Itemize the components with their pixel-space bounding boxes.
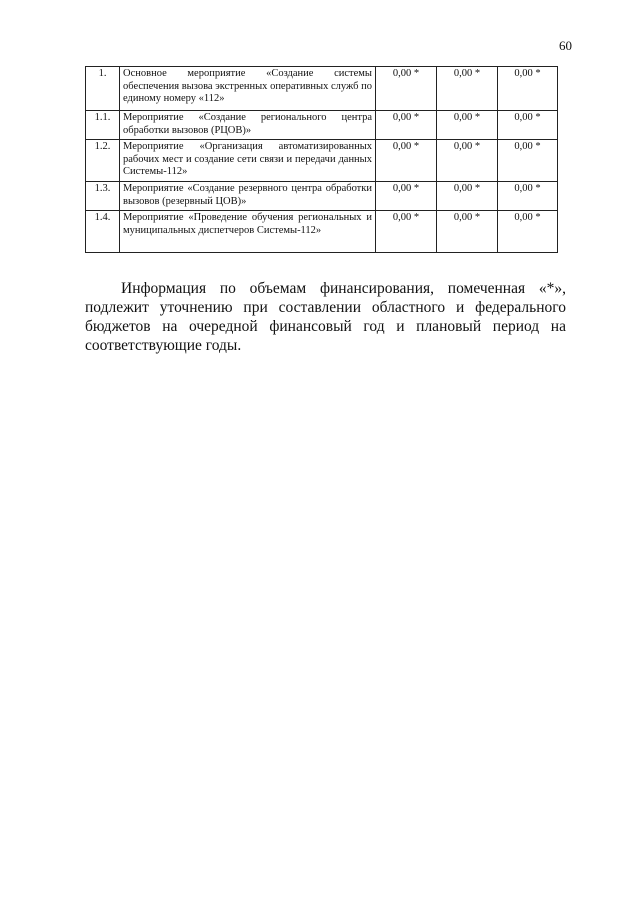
row-description: Мероприятие «Создание регионального центра обработки вызовов (РЦОВ)» [120,111,376,140]
row-value-year-1: 0,00 * [376,211,437,253]
row-value-year-2: 0,00 * [437,140,498,182]
row-value-year-3: 0,00 * [498,67,558,111]
financing-table [85,66,558,253]
table-row [86,111,558,140]
financing-note: Информация по объемам финансирования, помеченная «*», подлежит уточнению при составлении областного и федерального бюджетов на очередной финансовый год и плановый период на соответствующие годы. [85,279,566,354]
row-description: Основное мероприятие «Создание системы обеспечения вызова экстренных оперативных служб по единому номеру «112» [120,67,376,111]
row-value-year-3: 0,00 * [498,140,558,182]
row-value-year-2: 0,00 * [437,182,498,211]
row-number: 1.2. [86,140,120,182]
table-row [86,140,558,182]
row-description: Мероприятие «Организация автоматизированных рабочих мест и создание сети связи и передачи данных Системы-112» [120,140,376,182]
row-description: Мероприятие «Проведение обучения региональных и муниципальных диспетчеров Системы-112» [120,211,376,253]
row-number: 1. [86,67,120,111]
row-number: 1.3. [86,182,120,211]
row-value-year-2: 0,00 * [437,211,498,253]
row-value-year-2: 0,00 * [437,67,498,111]
row-value-year-2: 0,00 * [437,111,498,140]
table-row [86,211,558,253]
row-value-year-3: 0,00 * [498,211,558,253]
row-value-year-1: 0,00 * [376,111,437,140]
row-value-year-3: 0,00 * [498,111,558,140]
page-number: 60 [559,38,572,53]
row-value-year-1: 0,00 * [376,140,437,182]
row-number: 1.1. [86,111,120,140]
table-row [86,67,558,111]
row-number: 1.4. [86,211,120,253]
row-value-year-3: 0,00 * [498,182,558,211]
table-row [86,182,558,211]
row-value-year-1: 0,00 * [376,182,437,211]
row-description: Мероприятие «Создание резервного центра обработки вызовов (резервный ЦОВ)» [120,182,376,211]
row-value-year-1: 0,00 * [376,67,437,111]
